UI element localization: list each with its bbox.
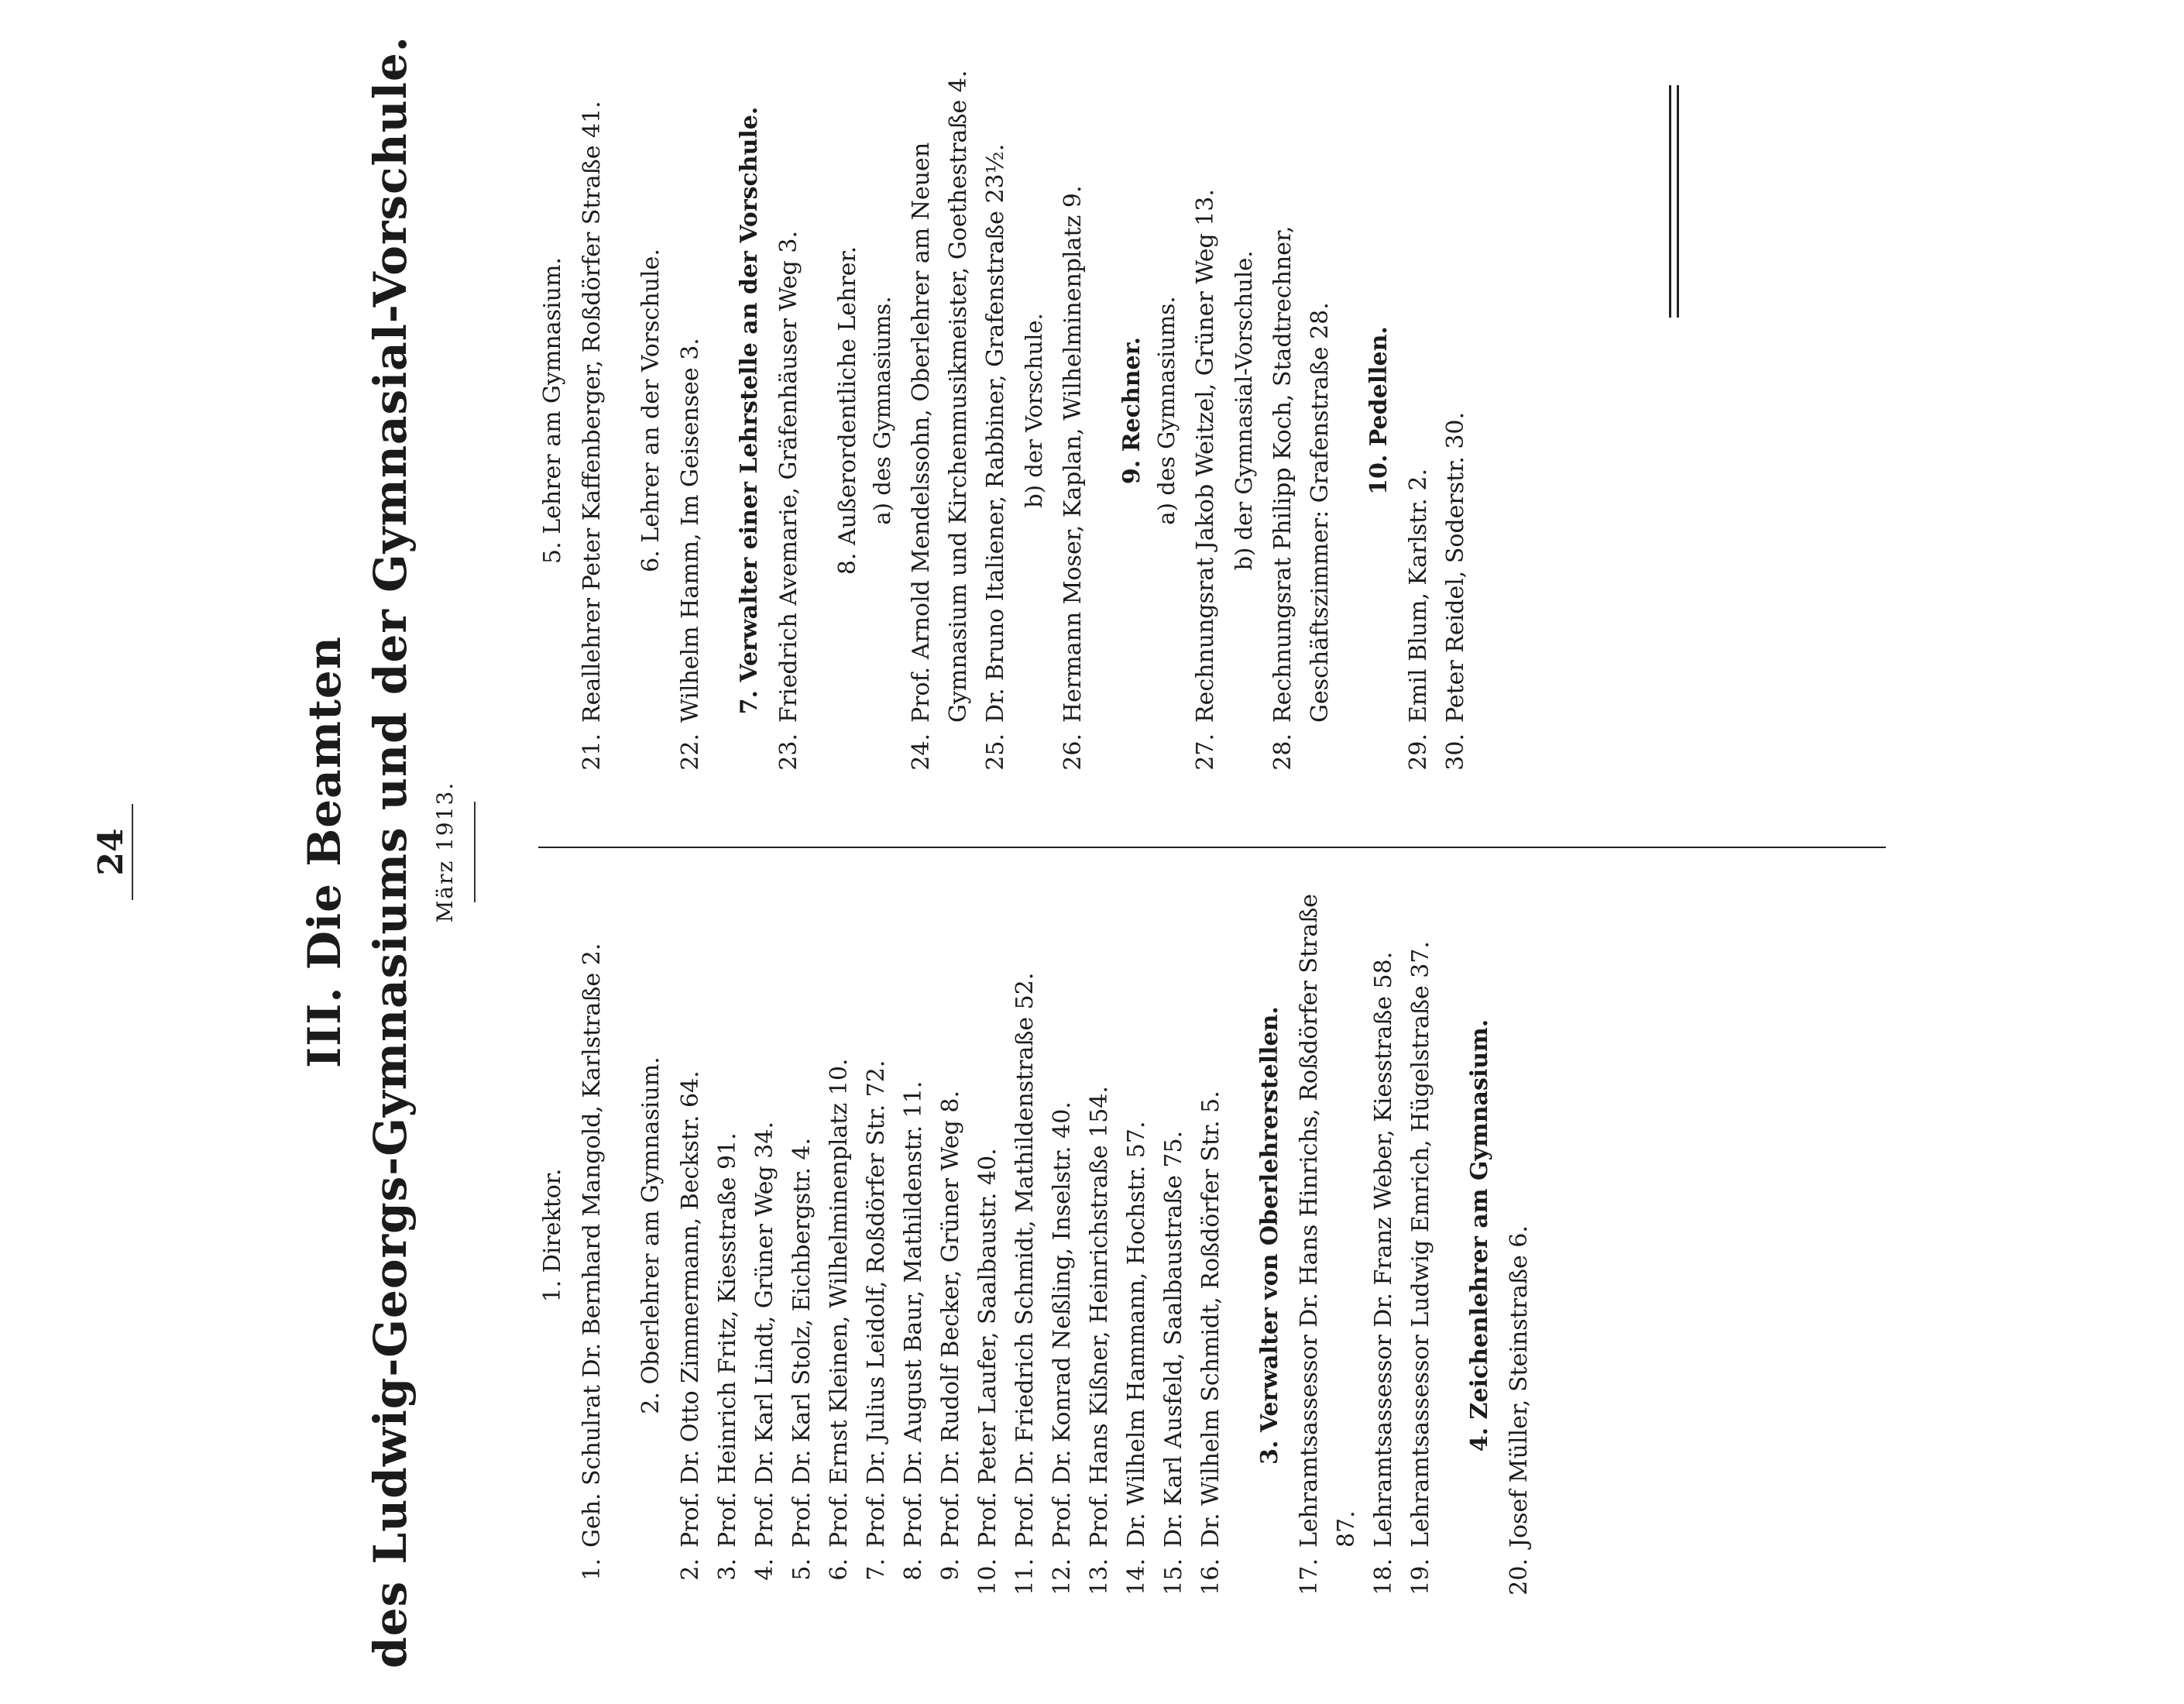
section-heading-verwalter: 3. Verwalter von Oberlehrerstellen.	[1256, 1006, 1283, 1465]
list-item	[1044, 852, 1081, 1619]
page-number-rule	[132, 804, 133, 900]
subheading-gymnasial-vorschule: b) der Gymnasial-Vorschule.	[1231, 250, 1257, 571]
entry-text: Peter Reidel, Soderstr. 30.	[1442, 411, 1469, 723]
entry-number: 30.	[1442, 733, 1469, 771]
column-divider	[538, 847, 1886, 848]
entry-number: 24.	[908, 733, 935, 771]
right-column	[534, 27, 1475, 794]
title-line-2: des Ludwig-Georgs-Gymnasiums und der Gymnasial-Vorschule.	[364, 36, 417, 1668]
entry-number: 26.	[1059, 733, 1087, 771]
entry-text: Prof. Dr. Rudolf Becker, Grüner Weg 8.	[937, 1090, 964, 1548]
entry-number: 13.	[1086, 1558, 1113, 1596]
entry-text: Prof. Dr. Karl Stolz, Eichbergstr. 4.	[788, 1137, 816, 1548]
list-item	[895, 852, 932, 1619]
entry-text: Dr. Wilhelm Hammann, Hochstr. 57.	[1123, 1121, 1150, 1548]
left-column	[534, 852, 1538, 1619]
entry-text: Dr. Karl Ausfeld, Saalbaustraße 75.	[1160, 1130, 1187, 1548]
entry-number: 6.	[826, 1558, 853, 1581]
title-rule	[474, 802, 476, 902]
entry-text: Josef Müller, Steinstraße 6.	[1506, 1225, 1533, 1548]
title-line-1: III. Die Beamten	[298, 636, 351, 1068]
title-date: März 1913.	[432, 781, 458, 923]
page-number: 24	[91, 828, 131, 876]
entry-text: Prof. Arnold Mendelssohn, Oberlehrer am Neuen Gymnasium und Kirchenmusikmeister, Goethestraße 4.	[908, 70, 972, 723]
entry-number: 18.	[1370, 1558, 1397, 1596]
entry-text: Prof. Ernst Kleinen, Wilhelminenplatz 10.	[826, 1058, 853, 1548]
entry-number: 22.	[677, 733, 704, 771]
list-item	[1156, 852, 1193, 1619]
list-item	[672, 27, 709, 794]
entry-number: 2.	[677, 1558, 704, 1581]
end-rule	[1677, 85, 1679, 318]
entry-text: Prof. Heinrich Fritz, Kiesstraße 91.	[714, 1132, 741, 1548]
list-item	[858, 852, 895, 1619]
entry-number: 10.	[974, 1558, 1001, 1596]
entry-number: 4.	[751, 1558, 778, 1581]
entry-number: 19.	[1407, 1558, 1434, 1596]
entry-number: 3.	[714, 1558, 741, 1581]
subheading-vorschule: b) der Vorschule.	[1021, 313, 1047, 508]
list-item	[1007, 852, 1044, 1619]
entry-text: Prof. Dr. Karl Lindt, Grüner Weg 34.	[751, 1122, 778, 1548]
list-item	[821, 852, 858, 1619]
list-item	[1081, 852, 1118, 1619]
entry-number: 21.	[579, 733, 606, 771]
list-item	[1403, 852, 1440, 1619]
entry-number: 15.	[1160, 1558, 1187, 1596]
list-item	[1400, 27, 1437, 794]
entry-text: Rechnungsrat Philipp Koch, Stadtrechner, Geschäftszimmer: Grafenstraße 28.	[1269, 225, 1334, 723]
entry-number: 25.	[982, 733, 1009, 771]
end-rule	[1669, 85, 1671, 318]
entry-number: 16.	[1197, 1558, 1224, 1596]
section-heading-director: 1. Direktor.	[539, 1168, 566, 1303]
entry-text: Prof. Dr. Otto Zimmermann, Beckstr. 64.	[677, 1070, 704, 1548]
entry-text: Lehramtsassessor Ludwig Emrich, Hügelstraße 37.	[1407, 941, 1434, 1548]
list-item	[1055, 27, 1092, 794]
entry-number: 8.	[900, 1558, 927, 1581]
entry-text: Dr. Wilhelm Schmidt, Roßdörfer Str. 5.	[1197, 1091, 1224, 1548]
list-item	[747, 852, 784, 1619]
list-item	[1365, 852, 1403, 1619]
section-heading-rechner: 9. Rechner.	[1118, 336, 1145, 485]
entry-text: Reallehrer Peter Kaffenberger, Roßdörfer Straße 41.	[579, 101, 606, 723]
list-item	[1437, 27, 1475, 794]
entry-text: Wilhelm Hamm, Im Geisensee 3.	[677, 338, 704, 723]
entry-number: 12.	[1049, 1558, 1076, 1596]
section-heading-ausserordentliche: 8. Außerordentliche Lehrer.	[834, 246, 861, 575]
entry-number: 28.	[1269, 733, 1296, 771]
section-heading-vorschule-lehrer: 6. Lehrer an der Vorschule.	[637, 249, 664, 572]
section-heading-pedellen: 10. Pedellen.	[1365, 326, 1392, 495]
list-item	[672, 852, 709, 1619]
entry-number: 27.	[1192, 733, 1219, 771]
entry-text: Rechnungsrat Jakob Weitzel, Grüner Weg 13.	[1192, 189, 1219, 723]
subheading-gymnasium: a) des Gymnasiums.	[869, 296, 895, 525]
entry-text: Prof. Dr. Friedrich Schmidt, Mathildenstraße 52.	[1011, 972, 1039, 1548]
section-heading-oberlehrer: 2. Oberlehrer am Gymnasium.	[637, 1056, 664, 1414]
entry-text: Friedrich Avemarie, Gräfenhäuser Weg 3.	[775, 231, 802, 723]
list-item	[574, 27, 611, 794]
list-item	[784, 852, 821, 1619]
section-heading-zeichenlehrer: 4. Zeichenlehrer am Gymnasium.	[1466, 1019, 1493, 1452]
list-item	[771, 27, 808, 794]
list-item	[1187, 27, 1224, 794]
entry-number: 7.	[863, 1558, 890, 1581]
list-item	[977, 27, 1015, 794]
entry-number: 5.	[788, 1558, 816, 1581]
entry-number: 29.	[1405, 733, 1432, 771]
list-item	[1193, 852, 1230, 1619]
list-item	[970, 852, 1007, 1619]
list-item	[903, 27, 977, 794]
section-heading-lehrer: 5. Lehrer am Gymnasium.	[539, 257, 566, 564]
entry-text: Geh. Schulrat Dr. Bernhard Mangold, Karlstraße 2.	[579, 943, 606, 1548]
subheading-gymnasium: a) des Gymnasiums.	[1153, 296, 1180, 525]
entry-text: Lehramtsassessor Dr. Franz Weber, Kiesstraße 58.	[1370, 951, 1397, 1548]
entry-number: 20.	[1506, 1558, 1533, 1596]
entry-text: Emil Blum, Karlstr. 2.	[1405, 469, 1432, 723]
list-item	[1118, 852, 1156, 1619]
section-heading-verwalter-lehrstelle: 7. Verwalter einer Lehrstelle an der Vorschule.	[736, 106, 763, 715]
entry-text: Lehramtsassessor Dr. Hans Hinrichs, Roßdörfer Straße 87.	[1296, 893, 1360, 1548]
entry-number: 14.	[1123, 1558, 1150, 1596]
entry-number: 17.	[1296, 1558, 1323, 1596]
entry-number: 9.	[937, 1558, 964, 1581]
entry-number: 1.	[579, 1558, 606, 1581]
list-item	[1501, 852, 1538, 1619]
list-item	[709, 852, 747, 1619]
entry-number: 23.	[775, 733, 802, 771]
list-item	[932, 852, 970, 1619]
entry-text: Prof. Peter Laufer, Saalbaustr. 40.	[974, 1148, 1001, 1548]
entry-text: Hermann Moser, Kaplan, Wilhelminenplatz 9.	[1059, 185, 1087, 723]
entry-text: Prof. Hans Kißner, Heinrichstraße 154.	[1086, 1086, 1113, 1548]
entry-text: Prof. Dr. Konrad Neßling, Inselstr. 40.	[1049, 1101, 1076, 1548]
list-item	[574, 852, 611, 1619]
list-item	[1265, 27, 1339, 794]
list-item	[1291, 852, 1365, 1619]
entry-text: Prof. Dr. Julius Leidolf, Roßdörfer Str. 72.	[863, 1060, 890, 1548]
entry-text: Dr. Bruno Italiener, Rabbiner, Grafenstraße 23½.	[982, 143, 1009, 723]
entry-text: Prof. Dr. August Baur, Mathildenstr. 11.	[900, 1080, 927, 1548]
entry-number: 11.	[1011, 1558, 1039, 1596]
